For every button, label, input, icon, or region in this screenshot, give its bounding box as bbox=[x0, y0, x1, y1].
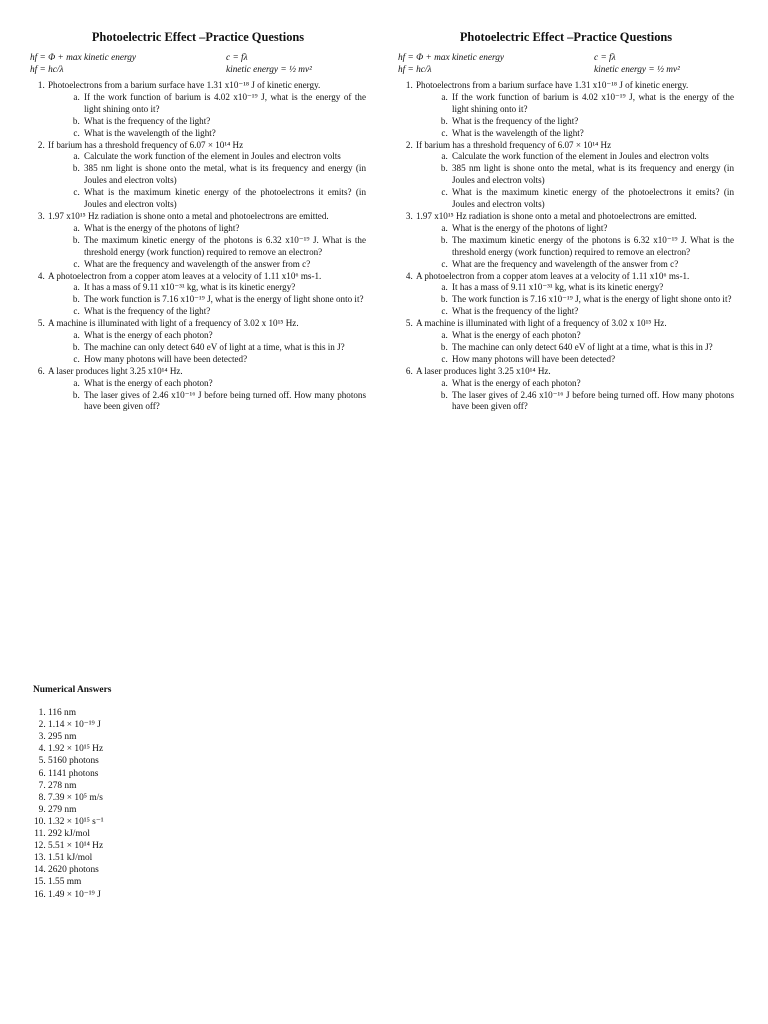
sub-question-list bbox=[416, 330, 734, 366]
sub-question: a. What is the energy of each photon? bbox=[450, 378, 734, 390]
sub-question: c. How many photons will have been detected? bbox=[450, 354, 734, 366]
question-text: A photoelectron from a copper atom leaves at a velocity of 1.11 x10⁶ ms-1. bbox=[416, 270, 690, 281]
answer-item: 12. 5.51 × 10¹⁴ Hz bbox=[48, 840, 333, 852]
sub-question: a. What is the energy of the photons of light? bbox=[450, 223, 734, 235]
question-text: A machine is illuminated with light of a frequency of 3.02 x 10¹⁵ Hz. bbox=[48, 318, 299, 329]
sub-question: b. 385 nm light is shone onto the metal, what is its frequency and energy (in Joules and electron volts) bbox=[82, 163, 366, 187]
formula-photon-energy: hf = hc/λ bbox=[398, 65, 432, 75]
sub-question: c. What is the wavelength of the light? bbox=[82, 128, 366, 140]
question-6 bbox=[415, 366, 734, 414]
formula-box bbox=[30, 52, 366, 76]
sub-question: b. The laser gives of 2.46 x10⁻¹⁶ J before being turned off. How many photons have been given off? bbox=[82, 390, 366, 414]
sub-question: b. The machine can only detect 640 eV of light at a time, what is this in J? bbox=[82, 342, 366, 354]
question-1 bbox=[415, 80, 734, 140]
question-text: Photoelectrons from a barium surface have 1.31 x10⁻¹⁸ J of kinetic energy. bbox=[48, 80, 321, 90]
formula-box bbox=[398, 52, 734, 76]
sub-question-list bbox=[48, 330, 366, 366]
question-text: A machine is illuminated with light of a frequency of 3.02 x 10¹⁵ Hz. bbox=[416, 318, 667, 329]
answer-item: 8. 7.39 × 10⁵ m/s bbox=[48, 792, 333, 804]
numerical-answers bbox=[33, 684, 333, 901]
sub-question: c. What is the frequency of the light? bbox=[450, 306, 734, 318]
answer-item: 5. 5160 photons bbox=[48, 755, 333, 767]
question-text: If barium has a threshold frequency of 6.07 × 10¹⁴ Hz bbox=[48, 139, 244, 150]
question-1 bbox=[47, 80, 366, 140]
answer-list bbox=[33, 707, 333, 901]
sub-question: a. Calculate the work function of the element in Joules and electron volts bbox=[82, 151, 366, 163]
answers-title: Numerical Answers bbox=[33, 685, 112, 695]
question-text: If barium has a threshold frequency of 6.07 × 10¹⁴ Hz bbox=[416, 139, 612, 150]
answer-item: 11. 292 kJ/mol bbox=[48, 828, 333, 840]
question-4 bbox=[415, 271, 734, 319]
sub-question: b. The machine can only detect 640 eV of light at a time, what is this in J? bbox=[450, 342, 734, 354]
formula-photoelectric: hf = Φ + max kinetic energy bbox=[398, 53, 505, 63]
answer-item: 6. 1141 photons bbox=[48, 768, 333, 780]
sub-question-list bbox=[48, 92, 366, 140]
sub-question: a. If the work function of barium is 4.02 x10⁻¹⁹ J, what is the energy of the light shining onto it? bbox=[450, 92, 734, 116]
sub-question: a. What is the energy of each photon? bbox=[82, 378, 366, 390]
sub-question-list bbox=[416, 282, 734, 318]
question-2 bbox=[47, 140, 366, 211]
worksheet-title: Photoelectric Effect –Practice Questions bbox=[459, 30, 673, 44]
sub-question: a. Calculate the work function of the element in Joules and electron volts bbox=[450, 151, 734, 163]
sub-question: c. How many photons will have been detected? bbox=[82, 354, 366, 366]
answer-item: 9. 279 nm bbox=[48, 804, 333, 816]
worksheet-copy-right bbox=[398, 30, 734, 413]
sub-question-list bbox=[48, 151, 366, 211]
formula-photon-energy: hf = hc/λ bbox=[30, 65, 64, 75]
sub-question-list bbox=[48, 378, 366, 414]
question-3 bbox=[415, 211, 734, 271]
answer-item: 16. 1.49 × 10⁻¹⁹ J bbox=[48, 889, 333, 901]
sub-question: c. What is the wavelength of the light? bbox=[450, 128, 734, 140]
answer-item: 4. 1.92 × 10¹⁵ Hz bbox=[48, 743, 333, 755]
sub-question: a. What is the energy of each photon? bbox=[82, 330, 366, 342]
sub-question: a. If the work function of barium is 4.02 x10⁻¹⁹ J, what is the energy of the light shining onto it? bbox=[82, 92, 366, 116]
sub-question-list bbox=[416, 92, 734, 140]
formula-wave-speed: c = fλ bbox=[226, 53, 248, 63]
formula-kinetic-energy: kinetic energy = ½ mv² bbox=[226, 65, 312, 75]
question-list bbox=[398, 80, 734, 413]
answer-item: 7. 278 nm bbox=[48, 780, 333, 792]
question-5 bbox=[47, 318, 366, 366]
answer-item: 1. 116 nm bbox=[48, 707, 333, 719]
answer-item: 15. 1.55 mm bbox=[48, 876, 333, 888]
sub-question-list bbox=[48, 223, 366, 271]
question-6 bbox=[47, 366, 366, 414]
formula-kinetic-energy: kinetic energy = ½ mv² bbox=[594, 65, 680, 75]
sub-question: b. What is the frequency of the light? bbox=[450, 116, 734, 128]
answer-item: 2. 1.14 × 10⁻¹⁹ J bbox=[48, 719, 333, 731]
sub-question: b. The work function is 7.16 x10⁻¹⁹ J, what is the energy of light shone onto it? bbox=[450, 294, 734, 306]
formula-wave-speed: c = fλ bbox=[594, 53, 616, 63]
sub-question: c. What is the maximum kinetic energy of the photoelectrons it emits? (in Joules and electron volts) bbox=[450, 187, 734, 211]
sub-question: c. What is the maximum kinetic energy of the photoelectrons it emits? (in Joules and electron volts) bbox=[82, 187, 366, 211]
sub-question: b. 385 nm light is shone onto the metal, what is its frequency and energy (in Joules and electron volts) bbox=[450, 163, 734, 187]
question-2 bbox=[415, 140, 734, 211]
sub-question-list bbox=[416, 151, 734, 211]
question-5 bbox=[415, 318, 734, 366]
sub-question-list bbox=[416, 223, 734, 271]
question-3 bbox=[47, 211, 366, 271]
sub-question: b. What is the frequency of the light? bbox=[82, 116, 366, 128]
sub-question: b. The maximum kinetic energy of the photons is 6.32 x10⁻¹⁹ J. What is the threshold energy (work function) required to remove an electron? bbox=[82, 235, 366, 259]
worksheet-title: Photoelectric Effect –Practice Questions bbox=[91, 30, 305, 44]
question-text: 1.97 x10¹⁵ Hz radiation is shone onto a metal and photoelectrons are emitted. bbox=[416, 210, 697, 221]
sub-question: b. The maximum kinetic energy of the photons is 6.32 x10⁻¹⁹ J. What is the threshold energy (work function) required to remove an electron? bbox=[450, 235, 734, 259]
question-text: Photoelectrons from a barium surface have 1.31 x10⁻¹⁸ J of kinetic energy. bbox=[416, 80, 689, 90]
formula-photoelectric: hf = Φ + max kinetic energy bbox=[30, 53, 137, 63]
sub-question-list bbox=[416, 378, 734, 414]
question-text: A laser produces light 3.25 x10¹⁴ Hz. bbox=[416, 365, 551, 376]
sub-question: c. What is the frequency of the light? bbox=[82, 306, 366, 318]
answer-item: 14. 2620 photons bbox=[48, 864, 333, 876]
question-text: 1.97 x10¹⁵ Hz radiation is shone onto a metal and photoelectrons are emitted. bbox=[48, 210, 329, 221]
question-4 bbox=[47, 271, 366, 319]
answer-item: 3. 295 nm bbox=[48, 731, 333, 743]
sub-question: a. What is the energy of each photon? bbox=[450, 330, 734, 342]
question-list bbox=[30, 80, 366, 413]
answer-item: 10. 1.32 × 10¹⁵ s⁻¹ bbox=[48, 816, 333, 828]
sub-question: a. What is the energy of the photons of light? bbox=[82, 223, 366, 235]
answer-item: 13. 1.51 kJ/mol bbox=[48, 852, 333, 864]
sub-question: c. What are the frequency and wavelength of the answer from c? bbox=[82, 259, 366, 271]
question-text: A photoelectron from a copper atom leaves at a velocity of 1.11 x10⁶ ms-1. bbox=[48, 270, 322, 281]
sub-question: c. What are the frequency and wavelength of the answer from c? bbox=[450, 259, 734, 271]
sub-question: b. The laser gives of 2.46 x10⁻¹⁶ J before being turned off. How many photons have been given off? bbox=[450, 390, 734, 414]
sub-question: a. It has a mass of 9.11 x10⁻³¹ kg, what is its kinetic energy? bbox=[450, 282, 734, 294]
sub-question: a. It has a mass of 9.11 x10⁻³¹ kg, what is its kinetic energy? bbox=[82, 282, 366, 294]
sub-question-list bbox=[48, 282, 366, 318]
worksheet-copy-left bbox=[30, 30, 366, 413]
sub-question: b. The work function is 7.16 x10⁻¹⁹ J, what is the energy of light shone onto it? bbox=[82, 294, 366, 306]
question-text: A laser produces light 3.25 x10¹⁴ Hz. bbox=[48, 365, 183, 376]
